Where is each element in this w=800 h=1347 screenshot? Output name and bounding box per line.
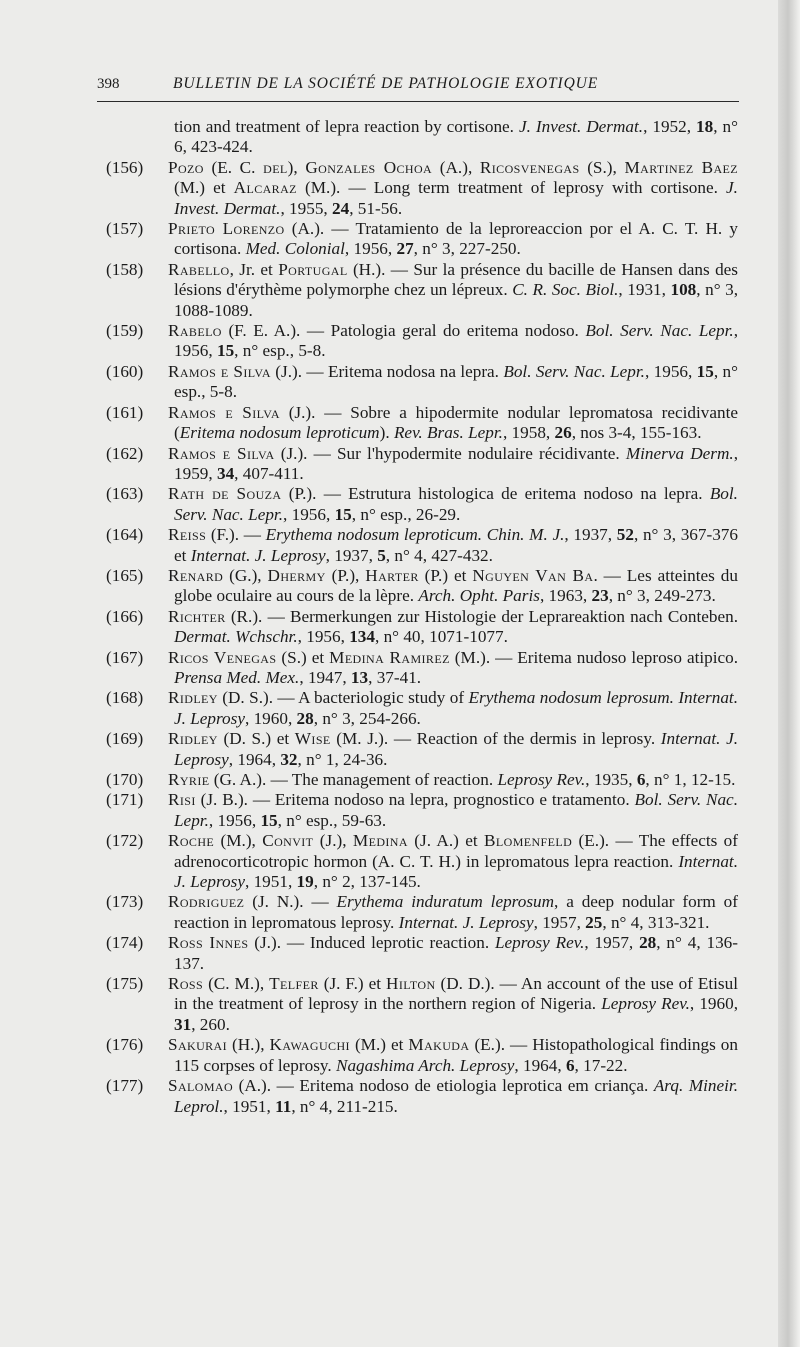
reference-text: (M.) et <box>349 1035 409 1055</box>
reference-text: (H.). — Sur la présence du bacille de Hansen dans des lésions d'érythème polymorphe chez un lépreux. <box>174 259 738 300</box>
reference-text: (G. A.). — The management of reaction. <box>209 770 498 789</box>
volume-number: 15 <box>216 341 235 361</box>
reference-text: . — Les atteintes du globe oculaire au cours de la lèpre. <box>174 565 738 606</box>
volume-number: 28 <box>296 708 314 728</box>
author-name: Prieto Lorenzo <box>168 219 285 239</box>
author-name: Ramos e Silva <box>168 402 280 422</box>
reference-text: , n° 3, 367-376 et <box>174 525 738 565</box>
reference-number: (174) <box>106 933 144 953</box>
reference-number: (161) <box>106 402 144 422</box>
volume-number: 26 <box>554 423 572 443</box>
reference-text: , 1957, <box>584 933 640 953</box>
reference-entry <box>106 831 738 892</box>
reference-text: (E.). — Histopathological findings on 115 corpses of leprosy. <box>174 1035 738 1075</box>
reference-continuation <box>106 117 738 158</box>
volume-number: 23 <box>591 586 609 606</box>
reference-text: , n° 4, 313-321. <box>602 912 710 932</box>
reference-number: (171) <box>106 790 144 810</box>
journal-title-text: Internat. J. Leprosy <box>398 912 534 932</box>
author-name: Medina <box>352 831 408 851</box>
reference-text: (M.). — Long term treatment of leprosy with cortisone. <box>296 178 727 198</box>
reference-text: (J.). — Induced leprotic reaction. <box>248 933 495 953</box>
reference-entry <box>106 688 738 729</box>
author-name: Rabelo <box>168 321 222 341</box>
reference-text: , 1956, <box>283 504 335 524</box>
volume-number: 31 <box>174 1014 192 1034</box>
reference-entry <box>106 1076 738 1117</box>
author-name: Alcaraz <box>233 178 297 198</box>
reference-text: , 1957, <box>533 912 586 932</box>
reference-text: (E.). — The effects of adrenocorticotropic hormon (A. C. T. H.) in lepromatous lepra reaction. <box>174 831 738 871</box>
reference-text: (J. N.). — <box>244 892 337 912</box>
author-name: del <box>263 157 288 177</box>
volume-number: 25 <box>585 912 603 932</box>
reference-text: , n° 1, 24-36. <box>297 749 388 769</box>
reference-number: (168) <box>106 688 144 708</box>
reference-text: ). <box>379 423 394 443</box>
reference-text: (J.). — Eritema nodosa na lepra. <box>270 361 504 381</box>
reference-entry <box>106 790 738 831</box>
reference-text: (A.). — Eritema nodoso de etiologia leprotica em criança. <box>233 1076 654 1096</box>
volume-number: 32 <box>280 749 298 769</box>
author-name: Hilton <box>386 974 436 994</box>
reference-entry <box>106 933 738 974</box>
author-name: Ross <box>168 974 204 994</box>
reference-text: , nos 3-4, 155-163. <box>571 423 702 443</box>
reference-number: (157) <box>106 219 144 239</box>
reference-text: (R.). — Bermerkungen zur Histologie der Leprareaktion nach Conteben. <box>225 606 738 626</box>
reference-text: , n° esp., 5-8. <box>174 361 738 402</box>
journal-title-text: Prensa Med. Mex. <box>174 667 300 687</box>
reference-number: (162) <box>106 443 144 463</box>
reference-entry <box>106 321 738 362</box>
reference-number: (176) <box>106 1035 144 1055</box>
author-name: Ridley <box>168 688 218 708</box>
reference-entry <box>106 484 738 525</box>
journal-title-text: Arch. Opht. Paris <box>418 586 540 606</box>
reference-text: (D. S.) et <box>217 729 295 749</box>
volume-number: 11 <box>275 1096 292 1116</box>
journal-title-text: Internat. J. Leprosy <box>190 545 326 565</box>
reference-text: , 1956, <box>174 321 738 361</box>
reference-text: , 1947, <box>299 667 351 687</box>
reference-number: (170) <box>106 770 144 789</box>
journal-title-text: Erythema nodosum leproticum. Chin. M. J. <box>265 525 565 545</box>
reference-text: , n° 40, 1071-1077. <box>374 627 508 647</box>
reference-text: , 1964, <box>514 1055 566 1075</box>
reference-text: (D. S.). — A bacteriologic study of <box>217 688 469 708</box>
reference-text: (P.). — Estrutura histologica de eritema nodoso na lepra. <box>281 484 710 504</box>
reference-text: , n° 1, 12-15. <box>645 770 736 789</box>
journal-title-text: Bol. Serv. Nac. Lepr. <box>174 790 738 830</box>
author-name: Dhermy <box>267 565 326 585</box>
reference-text: , 1935, <box>585 770 637 789</box>
reference-text: , n° 4, 427-432. <box>385 545 493 565</box>
reference-text: (J.). — Sur l'hypodermite nodulaire récidivante. <box>274 443 626 463</box>
reference-entry <box>106 403 738 444</box>
reference-entry <box>106 219 738 260</box>
reference-entry <box>106 158 738 219</box>
author-name: Reiss <box>168 525 207 545</box>
reference-text: (P.), <box>325 565 366 585</box>
reference-text: (J.). — Sobre a hipodermite nodular lepromatosa recidivante ( <box>174 402 738 443</box>
reference-text: , 51-56. <box>349 198 403 218</box>
journal-title-text: Arq. Mineir. Leprol. <box>174 1076 738 1116</box>
volume-number: 15 <box>334 504 352 524</box>
reference-text: , 1955, <box>280 198 333 218</box>
reference-entry <box>106 525 738 566</box>
reference-text: (A.). — Tratamiento de la leproreaccion por el A. C. T. H. y cortisona. <box>174 219 738 259</box>
reference-text: , n° 6, 423-424. <box>174 117 739 157</box>
reference-text: , n° 3, 254-266. <box>313 708 421 728</box>
reference-text: (J. F.) et <box>318 974 387 994</box>
author-name: Ross Innes <box>168 933 249 953</box>
author-name: Convit <box>262 831 314 851</box>
reference-text: , 1956, <box>344 239 397 259</box>
reference-text: , 1956, <box>208 810 261 830</box>
volume-number: 5 <box>377 545 386 565</box>
reference-text: (P.) et <box>418 565 473 585</box>
journal-title-text: Bol. Serv. Nac. Lepr. <box>174 484 738 524</box>
journal-title-text: Leprosy Rev. <box>494 933 585 953</box>
reference-number: (173) <box>106 892 144 912</box>
reference-entry <box>106 729 738 770</box>
reference-text: , 1952, <box>643 117 697 136</box>
reference-text: (S.) et <box>276 647 330 667</box>
volume-number: 108 <box>670 280 697 300</box>
reference-number: (158) <box>106 259 144 279</box>
author-name: Pozo <box>168 157 204 177</box>
reference-entry <box>106 892 738 933</box>
author-name: Rabello <box>168 259 230 279</box>
header-rule <box>97 101 739 102</box>
author-name: Ramos e Silva <box>168 443 275 463</box>
author-name: Medina Ramirez <box>329 647 450 667</box>
journal-title-text: Leprosy Rev. <box>601 994 690 1014</box>
journal-title-text: Bol. Serv. Nac. Lepr. <box>503 361 645 381</box>
reference-number: (165) <box>106 565 144 585</box>
reference-number: (163) <box>106 484 144 504</box>
journal-title-text: Leprosy Rev. <box>497 770 586 789</box>
reference-text: (M. J.). — Reaction of the dermis in leprosy. <box>330 729 661 749</box>
journal-title-text: C. R. Soc. Biol. <box>512 280 619 300</box>
page-number: 398 <box>97 76 120 92</box>
author-name: Makuda <box>408 1035 470 1055</box>
reference-entry <box>106 1035 738 1076</box>
journal-title-text: J. Invest. Dermat. <box>518 117 644 136</box>
journal-title-text: Bol. Serv. Nac. Lepr. <box>585 321 734 341</box>
reference-text: , n° esp., 59-63. <box>277 810 387 830</box>
reference-number: (160) <box>106 361 144 381</box>
author-name: Kawaguchi <box>269 1035 350 1055</box>
author-name: Renard <box>168 565 224 585</box>
scan-edge <box>778 0 800 1347</box>
journal-title-text: Internat. J. Leprosy <box>174 851 738 892</box>
reference-entry <box>106 974 738 1035</box>
volume-number: 15 <box>696 361 714 381</box>
reference-number: (175) <box>106 974 144 994</box>
journal-title-text: Erythema nodosum leprosum. Internat. J. Leprosy <box>174 688 738 728</box>
reference-text: , 1958, <box>502 423 555 443</box>
reference-text: (M.) et <box>174 178 234 198</box>
volume-number: 34 <box>216 463 235 483</box>
reference-text: , 1937, <box>325 545 378 565</box>
journal-title-text: Minerva Derm. <box>625 443 734 463</box>
reference-text: ), <box>287 157 306 177</box>
author-name: Richter <box>168 606 226 626</box>
reference-text: (J.), <box>313 831 353 851</box>
author-name: Rath de Souza <box>168 484 282 504</box>
reference-text: , n° 4, 136-137. <box>174 933 738 973</box>
author-name: Risi <box>168 790 196 810</box>
reference-text: , n° esp., 5-8. <box>234 341 326 361</box>
volume-number: 18 <box>696 117 714 136</box>
reference-text: (M.). — Eritema nudoso leproso atipico. <box>449 647 739 667</box>
reference-entry <box>106 607 738 648</box>
reference-text: , 37-41. <box>368 667 422 687</box>
author-name: Martinez Baez <box>624 157 739 177</box>
reference-text: , 1951, <box>223 1096 276 1116</box>
reference-text: , 1951, <box>244 872 297 892</box>
reference-text: , 1960, <box>244 708 297 728</box>
volume-number: 15 <box>260 810 278 830</box>
reference-text: (A.), <box>432 157 480 177</box>
reference-text: , n° 3, 227-250. <box>413 239 521 259</box>
reference-text: (F.). — <box>206 525 266 545</box>
reference-number: (156) <box>106 157 144 177</box>
reference-text: , 1963, <box>539 586 592 606</box>
journal-title-text: Nagashima Arch. Leprosy <box>335 1055 515 1075</box>
author-name: Gonzales Ochoa <box>305 157 433 177</box>
reference-number: (177) <box>106 1076 144 1096</box>
reference-number: (172) <box>106 831 144 851</box>
reference-entry <box>106 648 738 689</box>
reference-text: (S.), <box>579 157 625 177</box>
reference-text: , n° 3, 249-273. <box>608 586 716 606</box>
journal-title-text: Internat. J. Leprosy <box>174 729 738 769</box>
reference-text: , 1960, <box>689 994 738 1014</box>
reference-text: , Jr. et <box>229 259 279 279</box>
reference-text: , 17-22. <box>574 1055 628 1075</box>
volume-number: 28 <box>639 933 657 953</box>
journal-title-text: J. Invest. Dermat. <box>174 178 738 218</box>
author-name: Nguyen Van Ba <box>472 565 594 585</box>
reference-text: , 1956, <box>644 361 697 381</box>
reference-text: , n° esp., 26-29. <box>351 504 461 524</box>
reference-text: , 1937, <box>564 525 617 545</box>
reference-list <box>106 117 738 1117</box>
reference-text: , 1931, <box>618 280 671 300</box>
reference-text: (H.), <box>227 1035 270 1055</box>
reference-entry <box>106 566 738 607</box>
volume-number: 13 <box>350 667 369 687</box>
reference-number: (159) <box>106 321 144 341</box>
reference-text: , 1959, <box>174 443 738 483</box>
reference-text: , a deep nodular form of reaction in lepromatous leprosy. <box>174 892 738 932</box>
reference-text: , 1964, <box>228 749 281 769</box>
author-name: Ryrie <box>168 770 210 789</box>
author-name: Sakurai <box>168 1035 228 1055</box>
author-name: Harter <box>365 565 419 585</box>
reference-text: (M.), <box>214 831 263 851</box>
author-name: Telfer <box>269 974 319 994</box>
author-name: Salomao <box>168 1076 234 1096</box>
reference-number: (167) <box>106 647 144 667</box>
reference-text: (J. A.) et <box>407 831 485 851</box>
volume-number: 27 <box>396 239 414 259</box>
reference-text: (F. E. A.). — Patologia geral do eritema nodoso. <box>221 321 586 341</box>
reference-text: (D. D.). — An account of the use of Etisul in the treatment of leprosy in the northern region of Nigeria. <box>174 974 738 1014</box>
journal-title-text: Eritema nodosum leproticum <box>179 423 380 443</box>
reference-text: (J. B.). — Eritema nodoso na lepra, prognostico e tratamento. <box>195 790 635 810</box>
author-name: Ridley <box>168 729 218 749</box>
running-header <box>97 73 739 97</box>
journal-title-text: Dermat. Wchschr. <box>174 627 298 647</box>
volume-number: 6 <box>636 770 646 789</box>
volume-number: 6 <box>565 1055 575 1075</box>
volume-number: 52 <box>616 525 634 545</box>
journal-title: BULLETIN DE LA SOCIÉTÉ DE PATHOLOGIE EXOTIQUE <box>173 75 599 92</box>
author-name: Rodriguez <box>168 892 245 912</box>
reference-number: (164) <box>106 525 144 545</box>
author-name: Portugal <box>278 259 348 279</box>
author-name: Ricosvenegas <box>479 157 580 177</box>
reference-text: (C. M.), <box>203 974 270 994</box>
journal-title-text: Rev. Bras. Lepr. <box>393 423 503 443</box>
reference-text: tion and treatment of lepra reaction by cortisone. <box>174 117 519 136</box>
author-name: Blomenfeld <box>484 831 573 851</box>
author-name: Ricos Venegas <box>168 647 277 667</box>
reference-text: (E. C. <box>203 157 264 177</box>
reference-number: (166) <box>106 606 144 626</box>
reference-entry <box>106 444 738 485</box>
reference-text: , 1956, <box>297 627 350 647</box>
volume-number: 134 <box>349 627 375 647</box>
reference-text: , n° 4, 211-215. <box>291 1096 398 1116</box>
reference-text: , n° 3, 1088-1089. <box>174 280 739 320</box>
volume-number: 19 <box>296 872 314 892</box>
reference-text: , 260. <box>191 1014 230 1034</box>
author-name: Wise <box>294 729 331 749</box>
reference-text: (G.), <box>223 565 268 585</box>
author-name: Ramos e Silva <box>168 361 271 381</box>
reference-text: , n° 2, 137-145. <box>313 872 421 892</box>
reference-entry <box>106 260 738 321</box>
journal-title-text: Erythema induratum leprosum <box>336 892 555 912</box>
volume-number: 24 <box>332 198 350 218</box>
reference-entry <box>106 362 738 403</box>
reference-number: (169) <box>106 729 144 749</box>
journal-title-text: Med. Colonial <box>245 239 345 259</box>
author-name: Roche <box>168 831 215 851</box>
reference-text: , 407-411. <box>234 463 304 483</box>
reference-entry <box>106 770 738 790</box>
